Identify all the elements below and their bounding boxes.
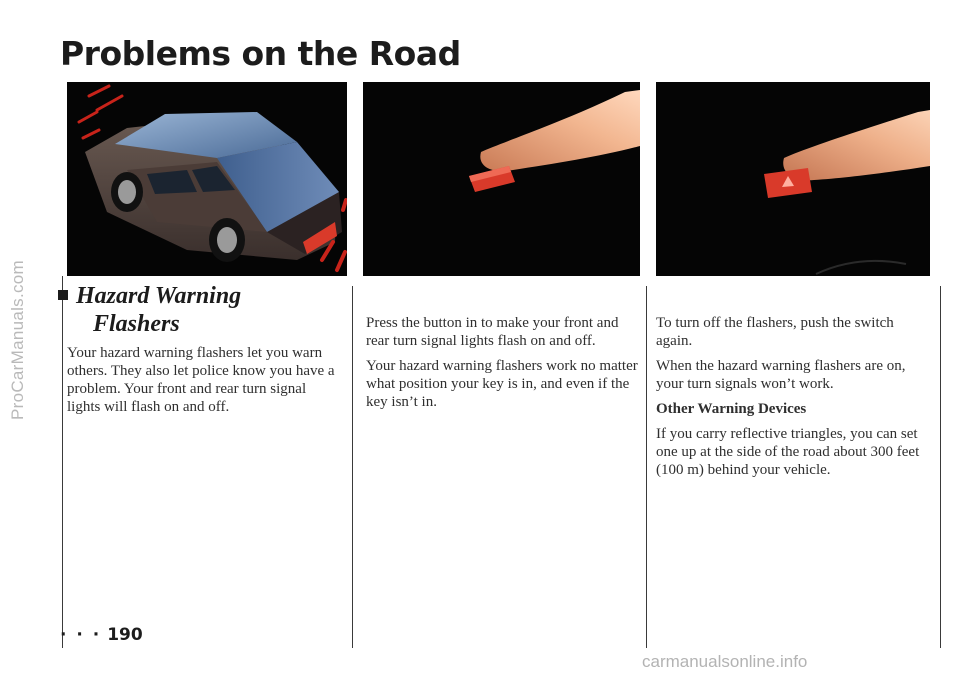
finger-press-illustration [363, 82, 640, 276]
side-watermark-text: ProCarManuals.com [8, 259, 28, 421]
page-number-prefix: · · · [60, 625, 102, 645]
column-rule-middle [352, 286, 353, 648]
column-3-paragraph-2: When the hazard warning flashers are on, your turn signals won’t work. [656, 358, 906, 392]
column-3-paragraph-1: To turn off the flashers, push the switch again. [656, 315, 894, 349]
section-heading-line2: Flashers [93, 311, 180, 337]
square-bullet-icon [58, 290, 68, 300]
column-rule-edge [940, 286, 941, 648]
section-heading-line1: Hazard Warning [76, 283, 242, 309]
car-photo [67, 82, 347, 276]
column-1-paragraph: Your hazard warning flashers let you warn others. They also let police know you have a problem. Your front and rear turn signal lights will flash on and off. [67, 345, 335, 415]
column-2-text [366, 314, 643, 418]
column-rule-right [646, 286, 647, 648]
other-warning-devices-heading: Other Warning Devices [656, 401, 807, 417]
side-watermark [4, 120, 32, 560]
column-1-text [67, 344, 339, 423]
page-number-value: 190 [107, 625, 143, 645]
page-number [60, 625, 143, 645]
column-2-paragraph-1: Press the button in to make your front and rear turn signal lights flash on and off. [366, 315, 619, 349]
page-title: Problems on the Road [60, 34, 461, 73]
press-button-photo [363, 82, 640, 276]
section-heading [58, 282, 318, 338]
column-3-paragraph-3: If you carry reflective triangles, you can set one up at the side of the road about 300 feet (100 m) behind your vehicle. [656, 426, 920, 478]
car-illustration [67, 82, 347, 276]
finger-switch-illustration [656, 82, 930, 276]
bottom-watermark: carmanualsonline.info [642, 652, 808, 671]
column-2-paragraph-2: Your hazard warning flashers work no matter what position your key is in, and even if the key isn’t in. [366, 358, 638, 410]
switch-off-photo [656, 82, 930, 276]
column-3-text [656, 314, 933, 486]
